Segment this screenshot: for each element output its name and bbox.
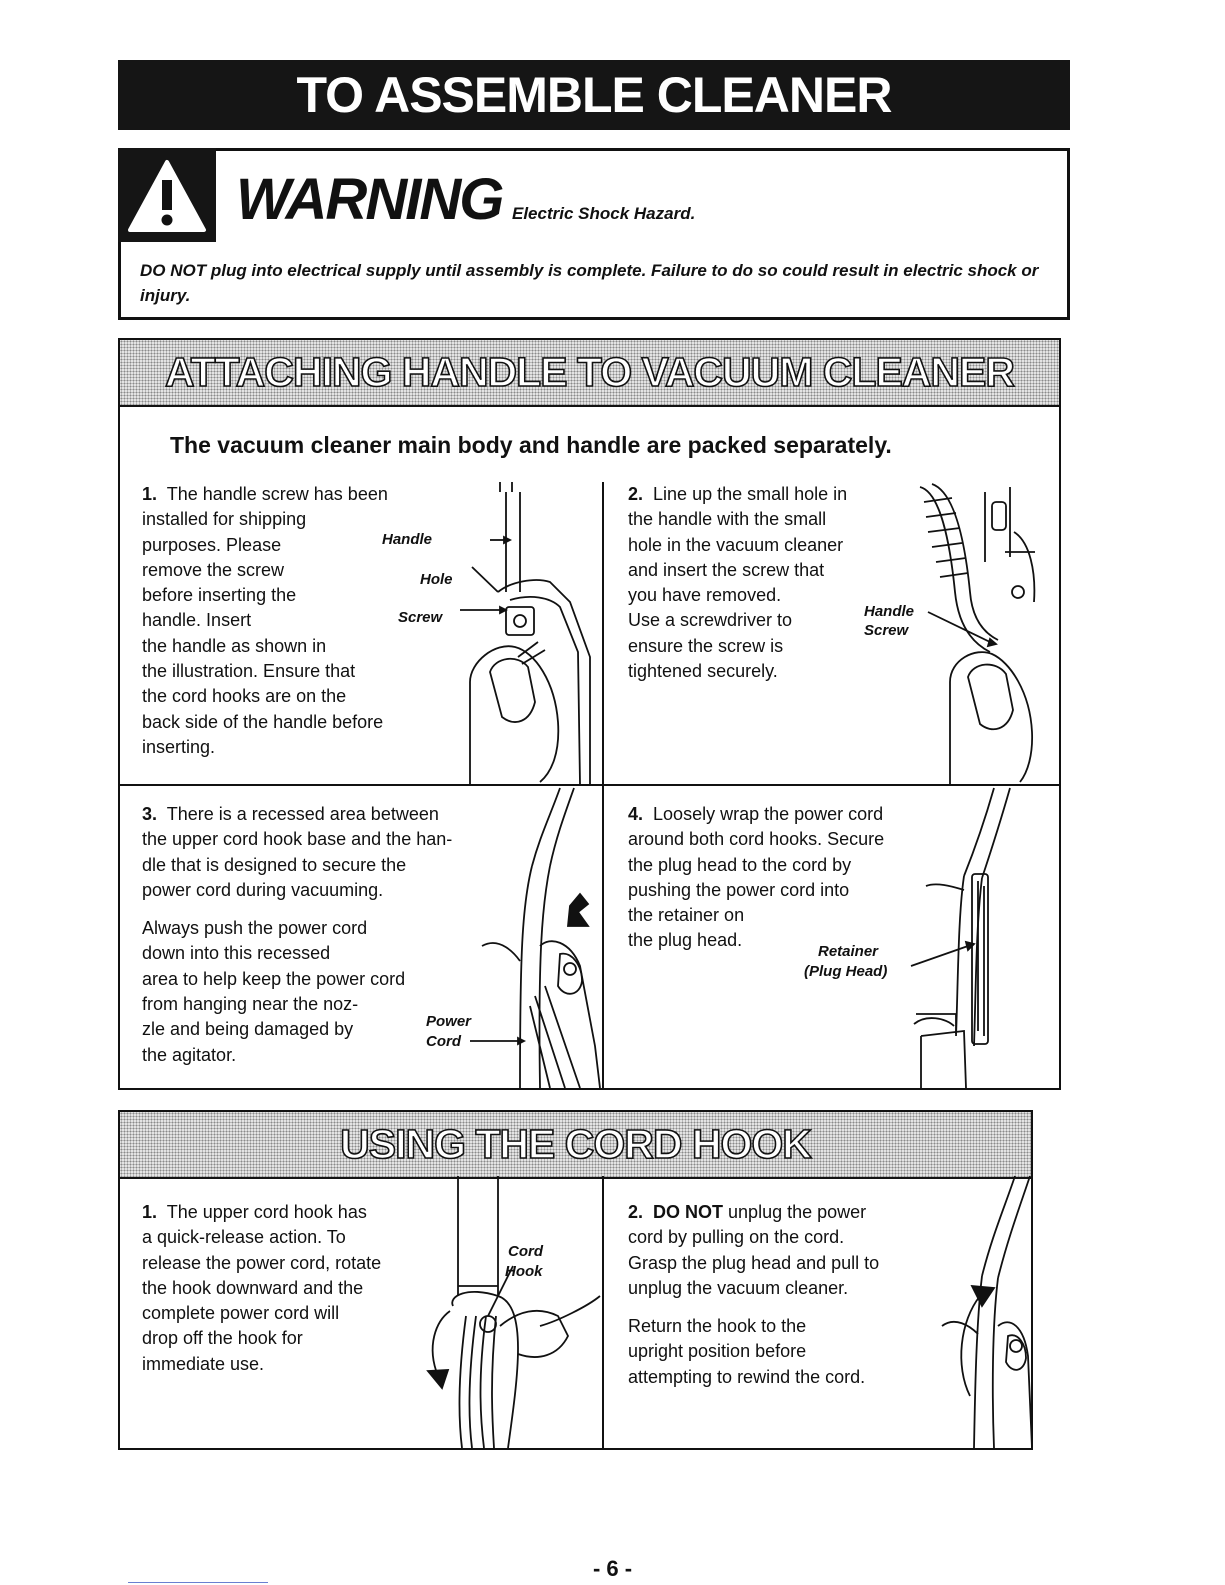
- step-2-line: and insert the screw that: [628, 559, 825, 580]
- cord-step-1-line: a quick-release action. To: [142, 1227, 346, 1248]
- step-4: [628, 802, 948, 954]
- handle-insert-illustration: [440, 482, 600, 784]
- hook-return-illustration: [920, 1176, 1032, 1448]
- cord-step-2-line: unplug the vacuum cleaner.: [628, 1277, 849, 1298]
- step-2-number: 2.: [628, 484, 644, 504]
- label-retainer: Retainer: [818, 943, 879, 960]
- attaching-intro: The vacuum cleaner main body and handle are packed separately.: [170, 432, 892, 458]
- cord-step-2-line: cord by pulling on the cord.: [628, 1227, 845, 1248]
- recessed-area-illustration: [470, 786, 600, 1088]
- warning-tab: [118, 148, 216, 242]
- quick-release-illustration: [418, 1176, 600, 1448]
- step-4-number: 4.: [628, 804, 644, 824]
- label-handle-2: Handle: [864, 603, 915, 620]
- step-1-line: handle. Insert: [142, 610, 252, 631]
- column-divider-2: [602, 1176, 604, 1448]
- warning-heading: WARNING: [236, 167, 503, 232]
- attaching-header-text: ATTACHING HANDLE TO VACUUM CLEANER: [165, 349, 1014, 395]
- cord-step-1-number: 1.: [142, 1202, 158, 1222]
- warning-body: plug into electrical supply until assembly is complete. Failure to do so could result in electric shock or injury.: [140, 261, 1039, 305]
- cord-step-1-line: drop off the hook for: [142, 1328, 303, 1349]
- step-2-line-text: Line up the small hole in: [653, 484, 848, 504]
- step-3-line: area to help keep the power cord: [142, 968, 406, 989]
- cord-wrap-illustration: [906, 786, 1056, 1088]
- cord-step-2-line: attempting to rewind the cord.: [628, 1366, 866, 1387]
- cord-step-1-line: release the power cord, rotate: [142, 1252, 382, 1273]
- step-4-line: the plug head.: [628, 930, 743, 951]
- label-plug-head: (Plug Head): [804, 963, 888, 980]
- page-title: TO ASSEMBLE CLEANER: [118, 60, 1070, 130]
- step-2-line: ensure the screw is: [628, 635, 784, 656]
- screwdriver-illustration: [910, 482, 1060, 784]
- cord-step-1-line: immediate use.: [142, 1353, 265, 1374]
- cord-step-2-line-text: unplug the power: [723, 1202, 867, 1222]
- label-cord-hook-cord: Cord: [508, 1243, 543, 1260]
- page-number: - 6 -: [592, 1556, 633, 1581]
- cord-step-2-line: Return the hook to the: [628, 1316, 807, 1337]
- cord-step-1-line: complete power cord will: [142, 1303, 340, 1324]
- step-1-line: before inserting the: [142, 585, 297, 606]
- step-3-line: from hanging near the noz-: [142, 994, 359, 1015]
- step-1-line: purposes. Please: [142, 534, 282, 555]
- step-2-line: the handle with the small: [628, 509, 827, 530]
- step-2: [628, 482, 928, 684]
- step-1-number: 1.: [142, 484, 158, 504]
- warning-text: [140, 258, 1040, 308]
- step-3-line: [142, 802, 522, 827]
- step-3-line: zle and being damaged by: [142, 1019, 354, 1040]
- step-4-line: the plug head to the cord by: [628, 854, 852, 875]
- warning-emphasis: DO NOT: [140, 261, 207, 280]
- step-3-line: the upper cord hook base and the han-: [142, 829, 453, 850]
- footer-rule: [128, 1582, 268, 1583]
- label-cord-hook-hook: Hook: [505, 1263, 543, 1280]
- warning-subheading: Electric Shock Hazard.: [512, 204, 696, 223]
- step-4-line: the retainer on: [628, 905, 745, 926]
- step-3-line: the agitator.: [142, 1044, 237, 1065]
- step-2-line: hole in the vacuum cleaner: [628, 534, 844, 555]
- step-3-line: down into this recessed: [142, 943, 331, 964]
- step-4-line: [628, 802, 948, 827]
- attaching-header: [120, 340, 1059, 407]
- cord-step-2-number: 2.: [628, 1202, 644, 1222]
- step-1-line-text: The handle screw has been: [166, 484, 388, 504]
- label-cord: Cord: [426, 1033, 461, 1050]
- step-4-line: pushing the power cord into: [628, 879, 850, 900]
- step-3-line: Always push the power cord: [142, 918, 368, 939]
- step-4-line-text: Loosely wrap the power cord: [653, 804, 884, 824]
- cord-step-2: [628, 1200, 948, 1390]
- step-2-line: Use a screwdriver to: [628, 610, 793, 631]
- label-screw: Screw: [398, 609, 443, 626]
- step-2-line: tightened securely.: [628, 661, 778, 682]
- step-1-line: the handle as shown in: [142, 635, 327, 656]
- cord-step-2-line: Grasp the plug head and pull to: [628, 1252, 880, 1273]
- cord-step-2-line: [628, 1200, 948, 1225]
- cord-step-1-line-text: The upper cord hook has: [166, 1202, 367, 1222]
- step-3-line: dle that is designed to secure the: [142, 854, 407, 875]
- step-2-line: you have removed.: [628, 585, 782, 606]
- step-1-line: installed for shipping: [142, 509, 307, 530]
- warning-triangle-icon: [118, 148, 216, 242]
- cord-step-1: [142, 1200, 442, 1377]
- step-1-line: the illustration. Ensure that: [142, 661, 356, 682]
- step-4-line: around both cord hooks. Secure: [628, 829, 885, 850]
- cord-step-2-line: upright position before: [628, 1341, 807, 1362]
- step-1-line: inserting.: [142, 736, 216, 757]
- label-screw-2: Screw: [864, 622, 909, 639]
- label-handle: Handle: [382, 531, 433, 548]
- step-3-number: 3.: [142, 804, 158, 824]
- step-3-line: power cord during vacuuming.: [142, 879, 384, 900]
- cord-step-1-line: [142, 1200, 442, 1225]
- step-2-line: [628, 482, 928, 507]
- step-1-line: [142, 482, 472, 507]
- label-power: Power: [426, 1013, 472, 1030]
- cord-hook-header: [120, 1112, 1031, 1179]
- step-1-line: the cord hooks are on the: [142, 686, 347, 707]
- cord-step-2-emphasis: DO NOT: [653, 1202, 724, 1222]
- step-3-line-text: There is a recessed area between: [166, 804, 439, 824]
- label-hole: Hole: [420, 571, 453, 588]
- cord-hook-header-text: USING THE CORD HOOK: [340, 1121, 811, 1167]
- step-1-line: back side of the handle before: [142, 711, 384, 732]
- cord-step-1-line: the hook downward and the: [142, 1277, 364, 1298]
- step-1-line: remove the screw: [142, 559, 285, 580]
